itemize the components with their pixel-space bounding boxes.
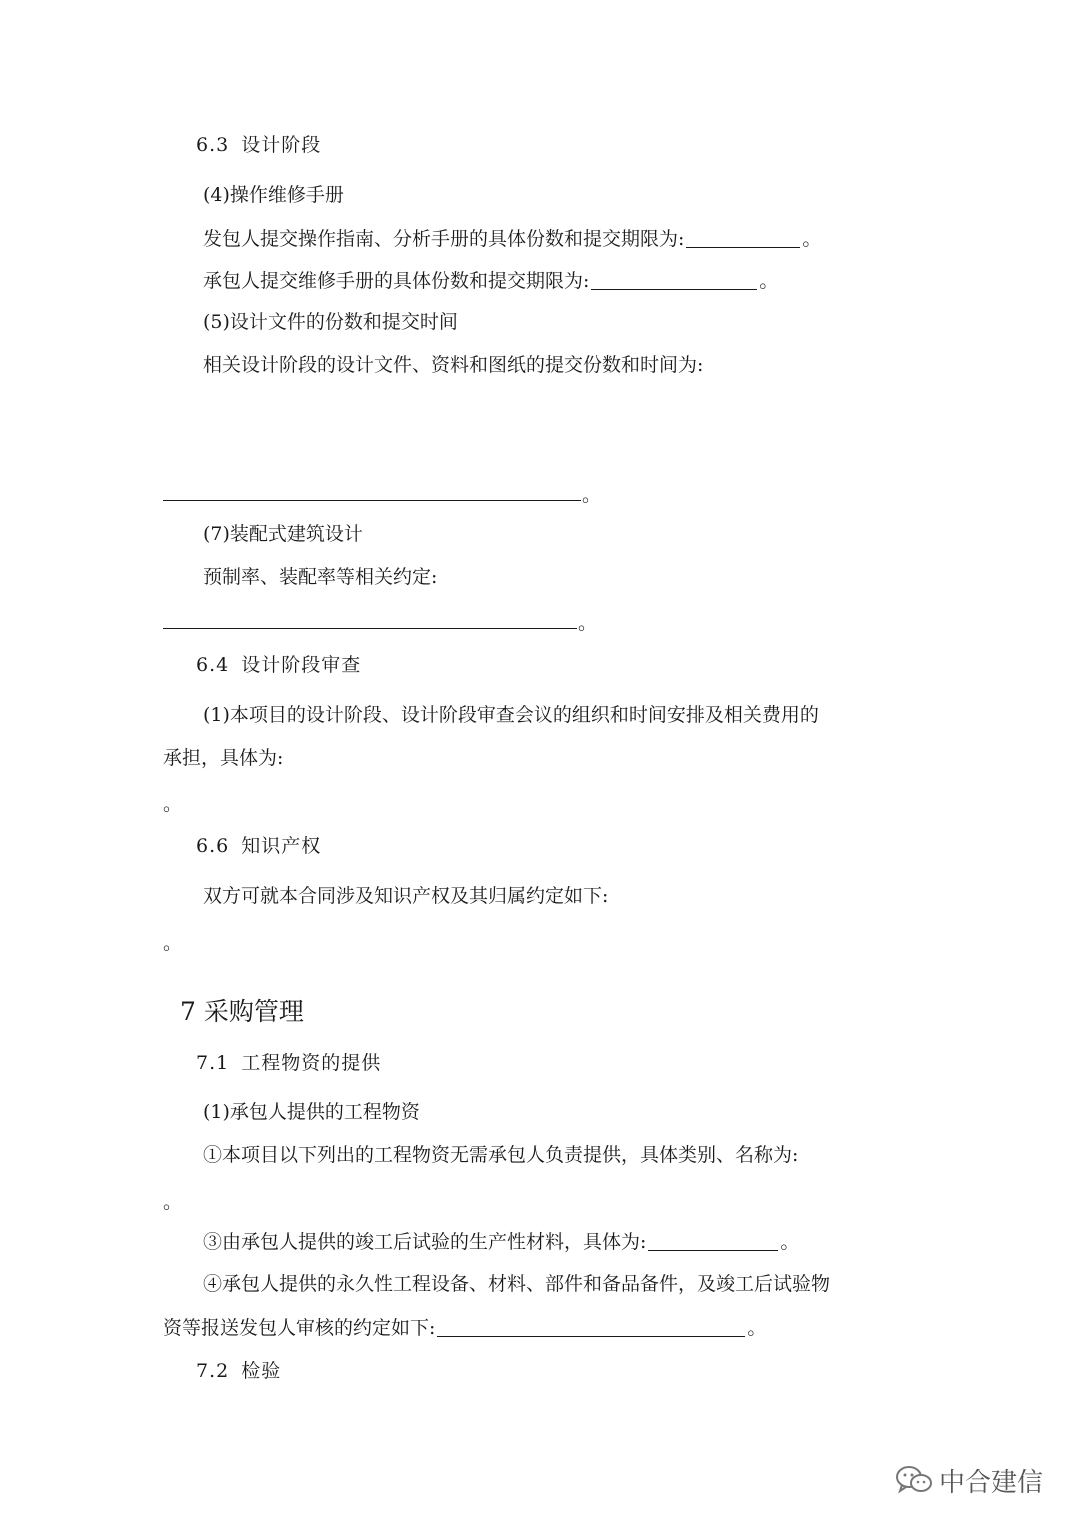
section-7-1-item-circled-3 bbox=[203, 1228, 799, 1256]
section-7-2-heading bbox=[196, 1357, 281, 1385]
section-6-6-line-1: 双方可就本合同涉及知识产权及其归属约定如下: bbox=[203, 885, 609, 907]
section-number: 7.2 bbox=[196, 1360, 230, 1382]
section-6-4-heading bbox=[196, 651, 361, 679]
text: ③由承包人提供的竣工后试验的生产性材料，具体为: bbox=[203, 1231, 647, 1253]
section-6-6-heading bbox=[196, 832, 321, 860]
item-5-title: (5)设计文件的份数和提交时间 bbox=[203, 311, 458, 333]
end-mark: 。 bbox=[582, 484, 602, 506]
end-mark: 。 bbox=[802, 228, 822, 250]
fill-in-blank[interactable] bbox=[686, 227, 800, 248]
text: 发包人提交操作指南、分析手册的具体份数和提交期限为: bbox=[203, 228, 685, 250]
text: 承包人提交维修手册的具体份数和提交期限为: bbox=[203, 270, 590, 292]
section-7-1-item-circled-4-line-2 bbox=[163, 1314, 766, 1342]
section-number: 6.3 bbox=[196, 134, 230, 156]
fill-in-blank[interactable] bbox=[648, 1230, 778, 1251]
watermark bbox=[895, 1462, 1043, 1498]
end-mark: 。 bbox=[578, 612, 598, 634]
section-6-3-heading bbox=[196, 131, 321, 159]
section-title: 设计阶段审查 bbox=[241, 654, 362, 676]
end-mark: 。 bbox=[780, 1231, 800, 1253]
end-mark: 。 bbox=[759, 270, 779, 292]
item-4-line-2 bbox=[203, 267, 778, 295]
end-mark: 。 bbox=[163, 1191, 183, 1213]
item-5-line-1: 相关设计阶段的设计文件、资料和图纸的提交份数和时间为: bbox=[203, 354, 704, 376]
section-6-4-line-1: (1)本项目的设计阶段、设计阶段审查会议的组织和时间安排及相关费用的 bbox=[203, 704, 819, 726]
item-4-title: (4)操作维修手册 bbox=[203, 184, 344, 206]
fill-in-blank[interactable] bbox=[163, 499, 581, 501]
fill-in-blank[interactable] bbox=[163, 627, 577, 629]
chapter-7-heading: 7 采购管理 bbox=[180, 997, 304, 1026]
section-number: 6.6 bbox=[196, 835, 230, 857]
item-7-line-1: 预制率、装配率等相关约定: bbox=[203, 566, 438, 588]
section-title: 检验 bbox=[241, 1360, 282, 1382]
item-4-line-1 bbox=[203, 225, 821, 253]
section-7-1-item-circled-4-line-1: ④承包人提供的永久性工程设备、材料、部件和备品备件，及竣工后试验物 bbox=[203, 1273, 831, 1295]
section-7-1-item-circled-1: ①本项目以下列出的工程物资无需承包人负责提供，具体类别、名称为: bbox=[203, 1144, 799, 1166]
watermark-text: 中合建信 bbox=[939, 1467, 1044, 1498]
section-7-1-item-1-title: (1)承包人提供的工程物资 bbox=[203, 1101, 420, 1123]
section-number: 7.1 bbox=[196, 1052, 230, 1074]
section-title: 设计阶段 bbox=[241, 134, 322, 156]
fill-in-blank[interactable] bbox=[437, 1316, 745, 1337]
section-6-4-line-2: 承担，具体为: bbox=[163, 747, 284, 769]
section-title: 工程物资的提供 bbox=[241, 1052, 382, 1074]
end-mark: 。 bbox=[163, 793, 183, 815]
end-mark: 。 bbox=[163, 932, 183, 954]
item-7-title: (7)装配式建筑设计 bbox=[203, 523, 363, 545]
section-number: 6.4 bbox=[196, 654, 230, 676]
text: 资等报送发包人审核的约定如下: bbox=[163, 1317, 436, 1339]
section-title: 知识产权 bbox=[241, 835, 322, 857]
end-mark: 。 bbox=[747, 1317, 767, 1339]
wechat-icon bbox=[895, 1465, 933, 1495]
fill-in-blank[interactable] bbox=[591, 269, 757, 290]
section-7-1-heading bbox=[196, 1049, 381, 1077]
